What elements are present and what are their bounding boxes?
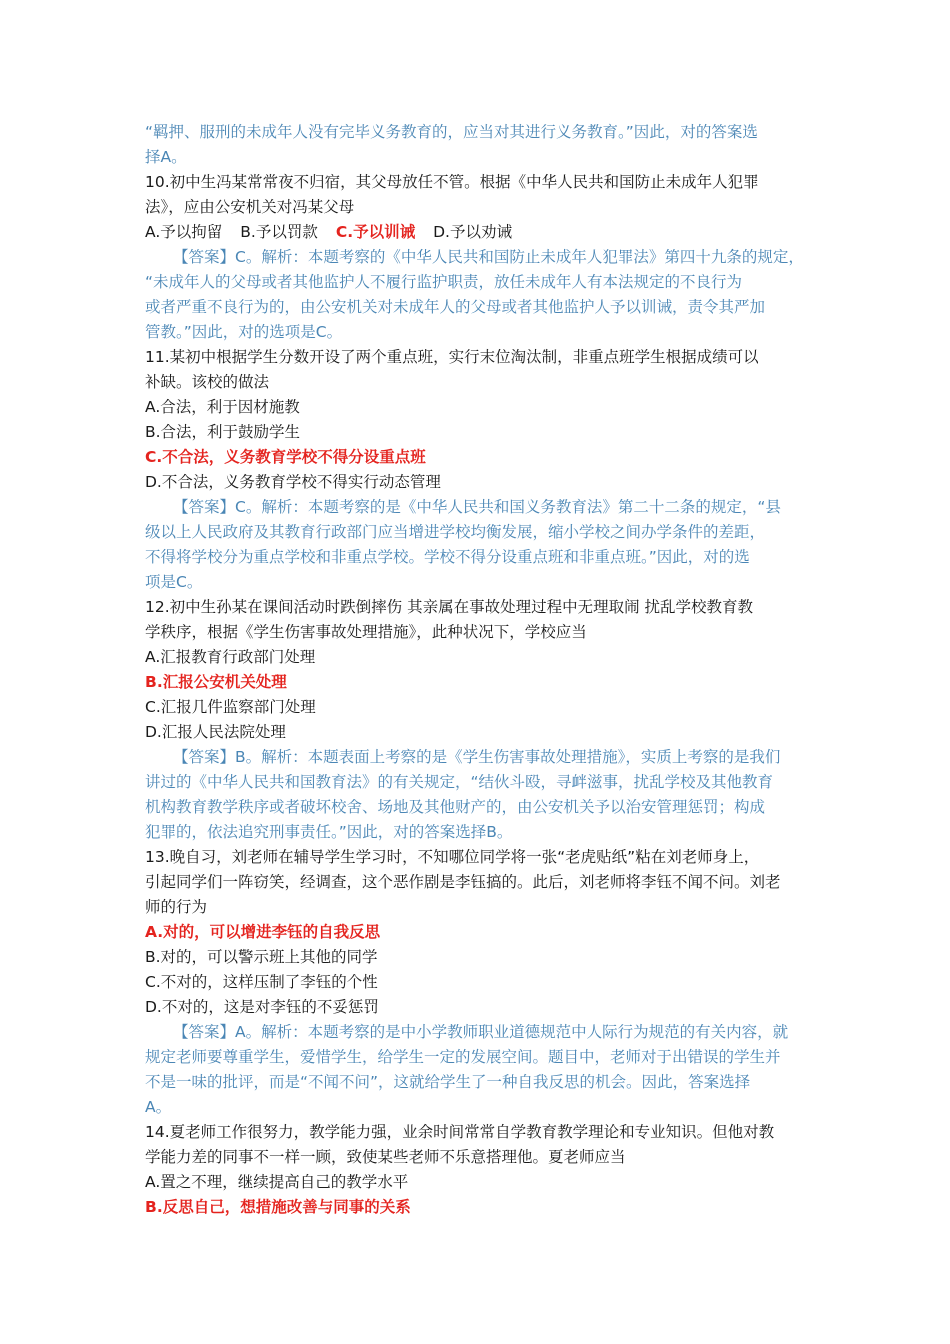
option-d: D.汇报人民法院处理 bbox=[145, 723, 286, 741]
answer-explanation: 规定老师要尊重学生，爱惜学生，给学生一定的发展空间。题目中，老师对于出错误的学生并 bbox=[145, 1048, 781, 1066]
answer-explanation: 管教。”因此，对的选项是C。 bbox=[145, 323, 343, 341]
option-c: C.不对的，这样压制了李钰的个性 bbox=[145, 973, 378, 991]
option-a: A.置之不理，继续提高自己的教学水平 bbox=[145, 1173, 409, 1191]
question-11-stem: 11.某初中根据学生分数开设了两个重点班，实行末位淘汰制，非重点班学生根据成绩可以 bbox=[145, 348, 759, 366]
option-b-correct: B.汇报公安机关处理 bbox=[145, 673, 287, 691]
answer-explanation: 【答案】B。解析：本题表面上考察的是《学生伤害事故处理措施》，实质上考察的是我们 bbox=[173, 748, 781, 766]
answer-explanation: 犯罪的，依法追究刑事责任。”因此，对的答案选择B。 bbox=[145, 823, 513, 841]
option-b-correct: B.反思自己，想措施改善与同事的关系 bbox=[145, 1198, 411, 1216]
answer-explanation: A。 bbox=[145, 1098, 172, 1116]
answer-explanation: 【答案】C。解析：本题考察的是《中华人民共和国义务教育法》第二十二条的规定，“县 bbox=[173, 498, 781, 516]
question-14-stem: 学能力差的同事不一样一顾，致使某些老师不乐意搭理他。夏老师应当 bbox=[145, 1148, 626, 1166]
question-13-stem: 引起同学们一阵窃笑，经调查，这个恶作剧是李钰搞的。此后，刘老师将李钰不闻不问。刘老 bbox=[145, 873, 781, 891]
answer-explanation: 机构教育教学秩序或者破坏校舍、场地及其他财产的，由公安机关予以治安管理惩罚；构成 bbox=[145, 798, 766, 816]
option-a-correct: A.对的，可以增进李钰的自我反思 bbox=[145, 923, 381, 941]
option-c-correct: C.予以训诫 bbox=[335, 223, 416, 241]
option-a: A.汇报教育行政部门处理 bbox=[145, 648, 316, 666]
question-10-options bbox=[145, 220, 810, 245]
answer-explanation: 级以上人民政府及其教育行政部门应当增进学校均衡发展，缩小学校之间办学条件的差距， bbox=[145, 523, 766, 541]
answer-explanation: 不是一味的批评，而是“不闻不问”，这就给学生了一种自我反思的机会。因此，答案选择 bbox=[145, 1073, 751, 1091]
question-12-stem: 学秩序，根据《学生伤害事故处理措施》，此种状况下，学校应当 bbox=[145, 623, 587, 641]
answer-explanation: 【答案】C。解析：本题考察的《中华人民共和国防止未成年人犯罪法》第四十九条的规定， bbox=[173, 248, 804, 266]
option-d: D.不对的，这是对李钰的不妥惩罚 bbox=[145, 998, 379, 1016]
option-c: C.汇报几件监察部门处理 bbox=[145, 698, 316, 716]
option-b: B.对的，可以警示班上其他的同学 bbox=[145, 948, 378, 966]
question-10-stem: 法》，应由公安机关对冯某父母 bbox=[145, 198, 355, 216]
question-11-stem: 补缺。该校的做法 bbox=[145, 373, 270, 391]
question-14-stem: 14.夏老师工作很努力，教学能力强，业余时间常常自学教育教学理论和专业知识。但他对教 bbox=[145, 1123, 775, 1141]
answer-explanation: “未成年人的父母或者其他监护人不履行监护职责，放任未成年人有本法规定的不良行为 bbox=[145, 273, 743, 291]
option-d: D.予以劝诫 bbox=[433, 223, 512, 241]
answer-explanation: 不得将学校分为重点学校和非重点学校。学校不得分设重点班和非重点班。”因此，对的选 bbox=[145, 548, 750, 566]
question-12-stem: 12.初中生孙某在课间活动时跌倒摔伤 其亲属在事故处理过程中无理取闹 扰乱学校教育教 bbox=[145, 598, 754, 616]
answer-explanation: 或者严重不良行为的，由公安机关对未成年人的父母或者其他监护人予以训诫，责令其严加 bbox=[145, 298, 766, 316]
option-d: D.不合法，义务教育学校不得实行动态管理 bbox=[145, 473, 441, 491]
option-b: B.予以罚款 bbox=[240, 223, 318, 241]
answer-explanation: 讲过的《中华人民共和国教育法》的有关规定，“结伙斗殴，寻衅滋事，扰乱学校及其他教育 bbox=[145, 773, 774, 791]
explanation-line: 择A。 bbox=[145, 148, 187, 166]
answer-explanation: 【答案】A。解析：本题考察的是中小学教师职业道德规范中人际行为规范的有关内容，就 bbox=[173, 1023, 789, 1041]
option-b: B.合法，利于鼓励学生 bbox=[145, 423, 301, 441]
option-a: A.合法，利于因材施教 bbox=[145, 398, 300, 416]
question-13-stem: 师的行为 bbox=[145, 898, 208, 916]
option-a: A.予以拘留 bbox=[145, 223, 223, 241]
question-13-stem: 13.晚自习，刘老师在辅导学生学习时，不知哪位同学将一张“老虎贴纸”粘在刘老师身上， bbox=[145, 848, 760, 866]
answer-explanation: 项是C。 bbox=[145, 573, 203, 591]
explanation-line: “羁押、服刑的未成年人没有完毕义务教育的，应当对其进行义务教育。”因此，对的答案选 bbox=[145, 123, 758, 141]
exam-content bbox=[145, 120, 810, 1220]
option-c-correct: C.不合法，义务教育学校不得分设重点班 bbox=[145, 448, 426, 466]
question-10-stem: 10.初中生冯某常常夜不归宿，其父母放任不管。根据《中华人民共和国防止未成年人犯罪 bbox=[145, 173, 759, 191]
